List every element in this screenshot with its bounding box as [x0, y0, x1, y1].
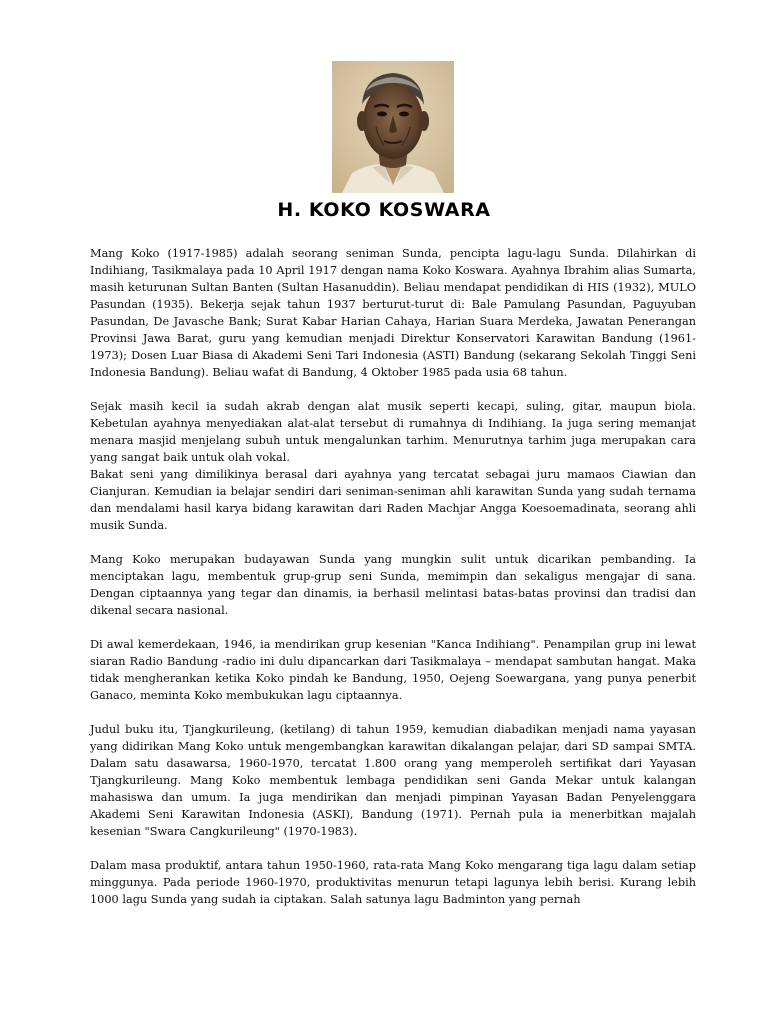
paragraph-talent: Bakat seni yang dimilikinya berasal dari ayahnya yang tercatat sebagai juru mamaos Ciawian dan Cianjuran. Kemudian ia belajar sendiri dari seniman-seniman ahli karawitan Sunda yang sudah ternama dan mendalami hasil karya bidang karawitan dari Raden Machjar Angga Koesoemadinata, seorang ahli musik Sunda. [90, 468, 696, 532]
paragraph-tjangkurileung: Judul buku itu, Tjangkurileung, (ketilang) di tahun 1959, kemudian diabadikan menjadi nama yayasan yang didirikan Mang Koko untuk mengembangkan karawitan dikalangan pelajar, dari SD sampai SMTA. Dalam satu dasawarsa, 1960-1970, tercatat 1.800 orang yang memperoleh sertifikat dari Yayasan Tjangkurileung. Mang Koko membentuk lembaga pendidikan seni Ganda Mekar untuk kalangan mahasiswa dan umum. Ia juga mendirikan dan menjadi pimpinan Yayasan Badan Penyelenggara Akademi Seni Karawitan Indonesia (ASKI), Bandung (1971). Pernah pula ia menerbitkan majalah kesenian "Swara Cangkurileung" (1970-1983). [90, 723, 696, 838]
paragraph-cultural-figure: Mang Koko merupakan budayawan Sunda yang mungkin sulit untuk dicarikan pembanding. Ia menciptakan lagu, membentuk grup-grup seni Sunda, memimpin dan sekaligus mengajar di sana. Dengan ciptaannya yang tegar dan dinamis, ia berhasil melintasi batas-batas provinsi dan tradisi dan dikenal secara nasional. [90, 553, 696, 617]
paragraph-productive-period: Dalam masa produktif, antara tahun 1950-1960, rata-rata Mang Koko mengarang tiga lagu dalam setiap minggunya. Pada periode 1960-1970, produktivitas menurun tetapi lagunya lebih berisi. Kurang lebih 1000 lagu Sunda yang sudah ia ciptakan. Salah satunya lagu Badminton yang pernah [90, 859, 696, 906]
paragraph-biography: Mang Koko (1917-1985) adalah seorang seniman Sunda, pencipta lagu-lagu Sunda. Dilahirkan di Indihiang, Tasikmalaya pada 10 April 1917 dengan nama Koko Koswara. Ayahnya Ibrahim alias Sumarta, masih keturunan Sultan Banten (Sultan Hasanuddin). Beliau mendapat pendidikan di HIS (1932), MULO Pasundan (1935). Bekerja sejak tahun 1937 berturut-turut di: Bale Pamulang Pasundan, Paguyuban Pasundan, De Javasche Bank; Surat Kabar Harian Cahaya, Harian Suara Merdeka, Jawatan Penerangan Provinsi Jawa Barat, guru yang kemudian menjadi Direktur Konservatori Karawitan Bandung (1961-1973); Dosen Luar Biasa di Akademi Seni Tari Indonesia (ASTI) Bandung (sekarang Sekolah Tinggi Seni Indonesia Bandung). Beliau wafat di Bandung, 4 Oktober 1985 pada usia 68 tahun. [90, 247, 696, 379]
portrait-icon [332, 61, 454, 193]
portrait-photo [332, 61, 454, 193]
paragraph-childhood: Sejak masih kecil ia sudah akrab dengan alat musik seperti kecapi, suling, gitar, maupun biola. Kebetulan ayahnya menyediakan alat-alat tersebut di rumahnya di Indihiang. Ia juga sering memanjat menara masjid menjelang subuh untuk mengalunkan tarhim. Menurutnya tarhim juga merupakan cara yang sangat baik untuk olah vokal. [90, 400, 696, 464]
page-title: H. KOKO KOSWARA [277, 199, 491, 221]
paragraph-kanca-indihiang: Di awal kemerdekaan, 1946, ia mendirikan grup kesenian "Kanca Indihiang". Penampilan grup ini lewat siaran Radio Bandung -radio ini dulu dipancarkan dari Tasikmalaya – mendapat sambutan hangat. Maka tidak mengherankan ketika Koko pindah ke Bandung, 1950, Oejeng Soewargana, yang punya penerbit Ganaco, meminta Koko membukukan lagu ciptaannya. [90, 638, 696, 702]
article-body [90, 245, 696, 925]
